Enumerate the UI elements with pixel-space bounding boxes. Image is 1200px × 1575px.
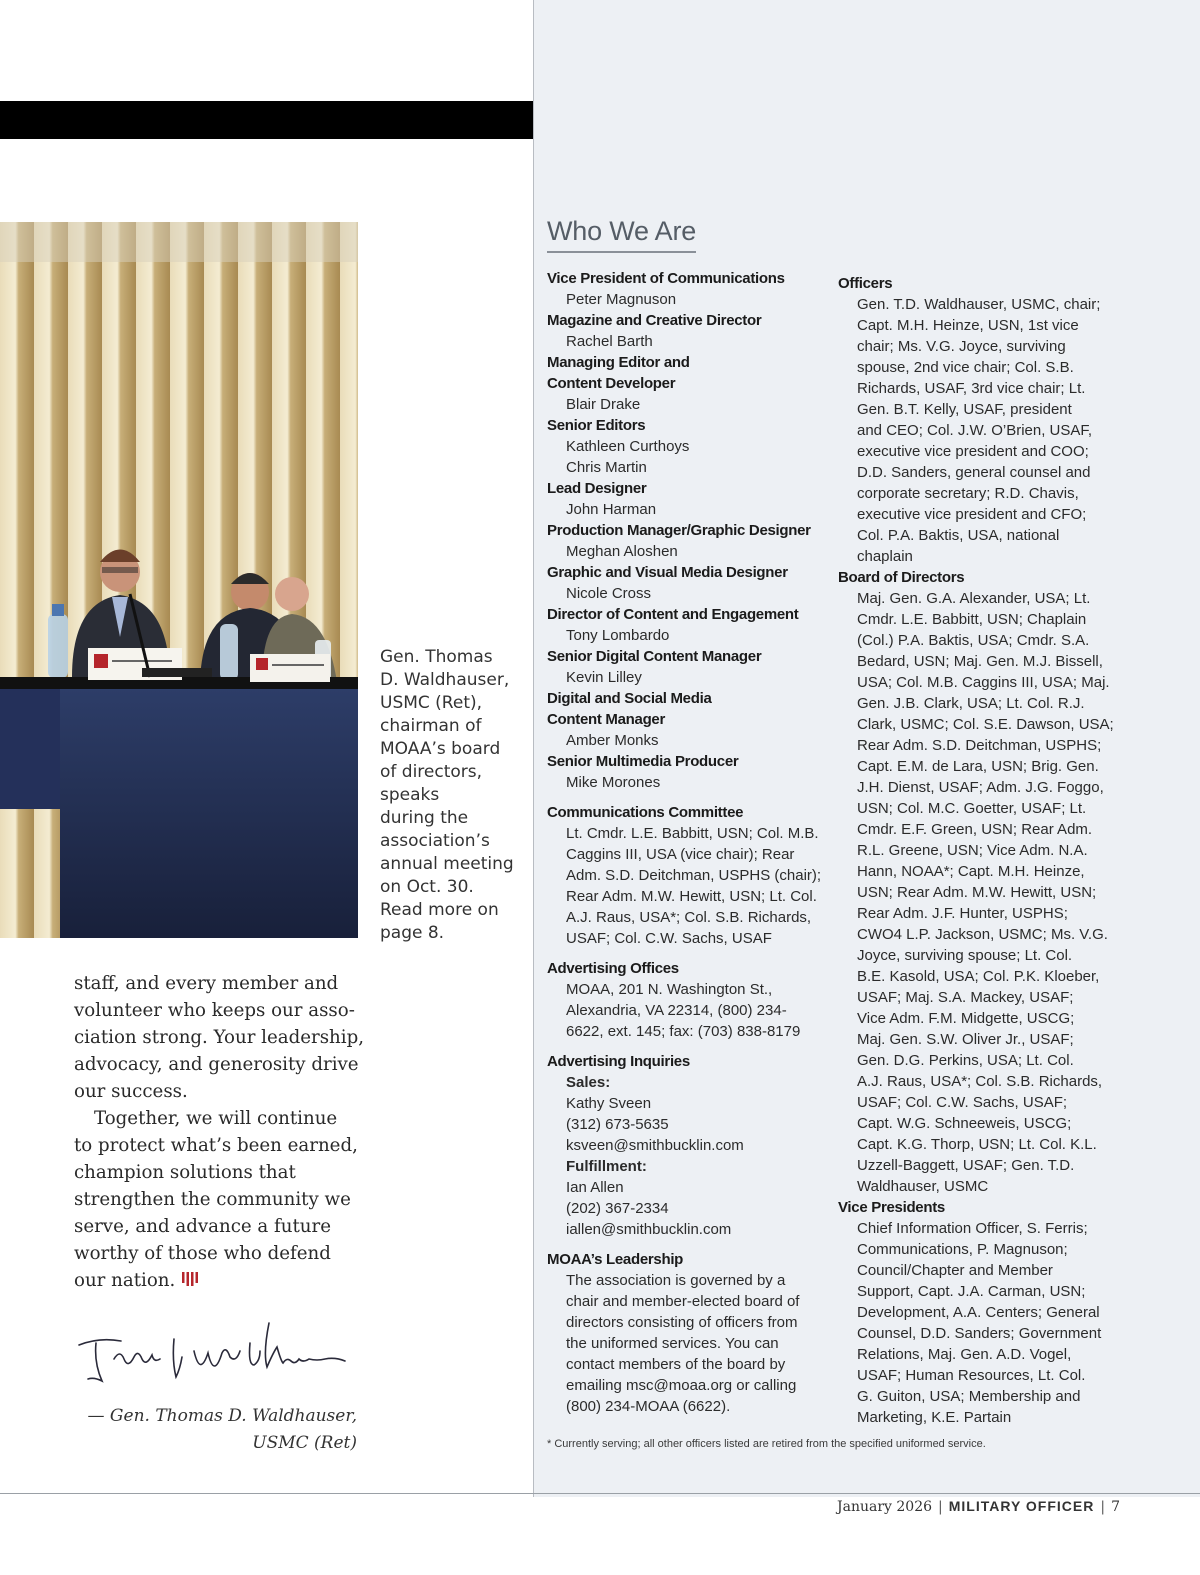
board-line: Capt. K.G. Thorp, USN; Lt. Col. K.L. <box>857 1136 1097 1153</box>
officers-line: chair; Ms. V.G. Joyce, surviving <box>857 338 1066 355</box>
caption-line: of directors, <box>380 762 483 782</box>
vps-line: Relations, Maj. Gen. A.D. Vogel, <box>857 1346 1072 1363</box>
board-line: Bedard, USN; Maj. Gen. M.J. Bissell, <box>857 653 1103 670</box>
ad-inquiries-heading: Advertising Inquiries <box>547 1053 690 1070</box>
leadership-line: emailing msc@moaa.org or calling <box>566 1377 797 1394</box>
caption-line: MOAA’s board <box>380 739 501 759</box>
caption-line: on Oct. 30. <box>380 877 474 897</box>
handwritten-signature <box>74 1315 374 1395</box>
board-line: Waldhauser, USMC <box>857 1178 989 1195</box>
vps-line: Marketing, K.E. Partain <box>857 1409 1012 1426</box>
caption-line: D. Waldhauser, <box>380 670 510 690</box>
signoff-rank: USMC (Ret) <box>252 1433 357 1453</box>
officers-line: D.D. Sanders, general counsel and <box>857 464 1091 481</box>
signoff-name: — Gen. Thomas D. Waldhauser, <box>87 1406 357 1426</box>
vps-line: USAF; Human Resources, Lt. Col. <box>857 1367 1086 1384</box>
sales-label: Sales: <box>566 1074 611 1091</box>
officers-line: executive vice president and COO; <box>857 443 1089 460</box>
role-heading: Production Manager/Graphic Designer <box>547 522 811 539</box>
role-heading: Senior Digital Content Manager <box>547 648 762 665</box>
caption-line: speaks <box>380 785 440 805</box>
ad-offices-line: MOAA, 201 N. Washington St., <box>566 981 773 998</box>
board-line: J.H. Dienst, USAF; Adm. J.G. Foggo, <box>857 779 1104 796</box>
staff-name: Meghan Aloshen <box>566 543 678 560</box>
board-line: Maj. Gen. G.A. Alexander, USA; Lt. <box>857 590 1091 607</box>
moaa-end-mark-icon <box>181 1269 199 1296</box>
board-line: Cmdr. L.E. Babbitt, USN; Chaplain <box>857 611 1087 628</box>
staff-name: Kevin Lilley <box>566 669 642 686</box>
board-line: (Col.) P.A. Baktis, USA; Cmdr. S.A. <box>857 632 1090 649</box>
letter-line: to protect what’s been earned, <box>74 1135 358 1156</box>
footnote: * Currently serving; all other officers listed are retired from the specified uniformed service. <box>547 1438 986 1450</box>
role-heading: Graphic and Visual Media Designer <box>547 564 788 581</box>
page-footer <box>837 1498 1120 1515</box>
staff-name: Nicole Cross <box>566 585 652 602</box>
caption-line: annual meeting <box>380 854 514 874</box>
caption-line: chairman of <box>380 716 482 736</box>
fulfillment-phone: (202) 367-2334 <box>566 1200 669 1217</box>
fulfillment-label: Fulfillment: <box>566 1158 647 1175</box>
board-line: USAF; Col. C.W. Sachs, USAF; <box>857 1094 1068 1111</box>
staff-name: Mike Morones <box>566 774 661 791</box>
letter-line: strengthen the community we <box>74 1189 351 1210</box>
letter-line: advocacy, and generosity drive <box>74 1054 359 1075</box>
board-line: USN; Col. M.C. Goetter, USAF; Lt. <box>857 800 1087 817</box>
vps-heading: Vice Presidents <box>838 1199 945 1216</box>
board-line: A.J. Raus, USA*; Col. S.B. Richards, <box>857 1073 1103 1090</box>
staff-name: Peter Magnuson <box>566 291 677 308</box>
letter-line: worthy of those who defend <box>74 1243 331 1264</box>
letter-line: Together, we will continue <box>94 1108 338 1129</box>
role-heading: Lead Designer <box>547 480 647 497</box>
vps-line: G. Guiton, USA; Membership and <box>857 1388 1081 1405</box>
caption-line: page 8. <box>380 923 445 943</box>
caption-line: USMC (Ret), <box>380 693 483 713</box>
sales-phone: (312) 673-5635 <box>566 1116 669 1133</box>
role-heading: Senior Multimedia Producer <box>547 753 739 770</box>
caption-line: during the <box>380 808 469 828</box>
page-number: 7 <box>1111 1499 1120 1515</box>
role-heading: Director of Content and Engagement <box>547 606 799 623</box>
role-heading: Vice President of Communications <box>547 270 785 287</box>
letter-line: staff, and every member and <box>74 973 339 994</box>
leadership-heading: MOAA’s Leadership <box>547 1251 684 1268</box>
leadership-line: directors consisting of officers from <box>566 1314 798 1331</box>
board-heading: Board of Directors <box>838 569 965 586</box>
section-title: Who We Are <box>547 216 696 253</box>
board-line: Capt. W.G. Schneeweis, USCG; <box>857 1115 1072 1132</box>
board-line: Uzzell-Baggett, USAF; Gen. T.D. <box>857 1157 1075 1174</box>
board-line: R.L. Greene, USN; Vice Adm. N.A. <box>857 842 1088 859</box>
board-line: USN; Rear Adm. M.W. Hewitt, USN; <box>857 884 1097 901</box>
committee-line: Rear Adm. M.W. Hewitt, USN; Lt. Col. <box>566 888 817 905</box>
role-heading: Magazine and Creative Director <box>547 312 762 329</box>
footer-separator: | <box>938 1499 943 1515</box>
officers-line: Gen. T.D. Waldhauser, USMC, chair; <box>857 296 1101 313</box>
officers-line: corporate secretary; R.D. Chavis, <box>857 485 1079 502</box>
officers-line: executive vice president and CFO; <box>857 506 1087 523</box>
letter-line: our success. <box>74 1081 188 1102</box>
sales-email-link[interactable]: ksveen@smithbucklin.com <box>566 1137 744 1154</box>
committee-heading: Communications Committee <box>547 804 744 821</box>
letter-line: volunteer who keeps our asso- <box>74 1000 355 1021</box>
role-heading: Content Manager <box>547 711 666 728</box>
board-line: Clark, USMC; Col. S.E. Dawson, USA; <box>857 716 1114 733</box>
officers-line: and CEO; Col. J.W. O’Brien, USAF, <box>857 422 1093 439</box>
leadership-line: The association is governed by a <box>566 1272 786 1289</box>
role-heading: Content Developer <box>547 375 676 392</box>
caption-line: Read more on <box>380 900 499 920</box>
masthead-column-right <box>838 273 1128 1428</box>
caption-line: Gen. Thomas <box>380 647 493 667</box>
staff-name: Rachel Barth <box>566 333 653 350</box>
officers-line: spouse, 2nd vice chair; Col. S.B. <box>857 359 1074 376</box>
header-black-bar <box>0 101 533 139</box>
vps-line: Chief Information Officer, S. Ferris; <box>857 1220 1088 1237</box>
leadership-line: (800) 234-MOAA (6622). <box>566 1398 731 1415</box>
staff-name: Blair Drake <box>566 396 641 413</box>
photo-caption <box>380 646 515 945</box>
staff-name: Tony Lombardo <box>566 627 670 644</box>
staff-name: Amber Monks <box>566 732 659 749</box>
letter-body <box>74 970 374 1296</box>
fulfillment-email-link[interactable]: iallen@smithbucklin.com <box>566 1221 732 1238</box>
board-line: Capt. E.M. de Lara, USN; Brig. Gen. <box>857 758 1099 775</box>
board-line: Cmdr. E.F. Green, USN; Rear Adm. <box>857 821 1093 838</box>
board-line: Gen. J.B. Clark, USA; Lt. Col. R.J. <box>857 695 1085 712</box>
ad-offices-heading: Advertising Offices <box>547 960 679 977</box>
issue-date: January 2026 <box>836 1499 933 1515</box>
officers-line: chaplain <box>857 548 913 565</box>
role-heading: Managing Editor and <box>547 354 690 371</box>
leadership-line: contact members of the board by <box>566 1356 786 1373</box>
letter-line: our nation. <box>74 1270 176 1291</box>
board-line: B.E. Kasold, USA; Col. P.K. Kloeber, <box>857 968 1100 985</box>
board-line: Joyce, surviving spouse; Lt. Col. <box>857 947 1073 964</box>
committee-line: USAF; Col. C.W. Sachs, USAF <box>566 930 772 947</box>
role-heading: Senior Editors <box>547 417 646 434</box>
sales-contact: Kathy Sveen <box>566 1095 652 1112</box>
letter-line: serve, and advance a future <box>74 1216 331 1237</box>
board-line: USA; Col. M.B. Caggins III, USA; Maj. <box>857 674 1110 691</box>
staff-name: Kathleen Curthoys <box>566 438 690 455</box>
officers-heading: Officers <box>838 275 893 292</box>
vps-line: Council/Chapter and Member <box>857 1262 1053 1279</box>
board-line: Hann, NOAA*; Capt. M.H. Heinze, <box>857 863 1085 880</box>
staff-name: Chris Martin <box>566 459 647 476</box>
footer-separator: | <box>1100 1499 1106 1515</box>
leadership-line: the uniformed services. You can <box>566 1335 779 1352</box>
officers-line: Col. P.A. Baktis, USA, national <box>857 527 1060 544</box>
letter-line: ciation strong. Your leadership, <box>74 1027 364 1048</box>
vps-line: Support, Capt. J.A. Carman, USN; <box>857 1283 1086 1300</box>
committee-line: Caggins III, USA (vice chair); Rear <box>566 846 795 863</box>
officers-line: Richards, USAF, 3rd vice chair; Lt. <box>857 380 1086 397</box>
signoff <box>88 1403 357 1457</box>
committee-line: Adm. S.D. Deitchman, USPHS (chair); <box>566 867 822 884</box>
ad-offices-line: 6622, ext. 145; fax: (703) 838-8179 <box>566 1023 801 1040</box>
fulfillment-contact: Ian Allen <box>566 1179 624 1196</box>
staff-name: John Harman <box>566 501 657 518</box>
caption-line: association’s <box>380 831 490 851</box>
publication-name: MILITARY OFFICER <box>948 1498 1095 1514</box>
board-line: Rear Adm. J.F. Hunter, USPHS; <box>857 905 1068 922</box>
leadership-line: chair and member-elected board of <box>566 1293 800 1310</box>
role-heading: Digital and Social Media <box>547 690 712 707</box>
officers-line: Gen. B.T. Kelly, USAF, president <box>857 401 1072 418</box>
vps-line: Communications, P. Magnuson; <box>857 1241 1068 1258</box>
committee-line: A.J. Raus, USA*; Col. S.B. Richards, <box>566 909 812 926</box>
board-line: Gen. D.G. Perkins, USA; Lt. Col. <box>857 1052 1074 1069</box>
masthead-column-left <box>547 268 837 1417</box>
board-line: Vice Adm. F.M. Midgette, USCG; <box>857 1010 1075 1027</box>
vps-line: Counsel, D.D. Sanders; Government <box>857 1325 1102 1342</box>
committee-line: Lt. Cmdr. L.E. Babbitt, USN; Col. M.B. <box>566 825 819 842</box>
meeting-photo <box>0 222 358 938</box>
board-line: Rear Adm. S.D. Deitchman, USPHS; <box>857 737 1102 754</box>
letter-line: champion solutions that <box>74 1162 296 1183</box>
vps-line: Development, A.A. Centers; General <box>857 1304 1100 1321</box>
board-line: USAF; Maj. S.A. Mackey, USAF; <box>857 989 1074 1006</box>
board-line: CWO4 L.P. Jackson, USMC; Ms. V.G. <box>857 926 1108 943</box>
board-line: Maj. Gen. S.W. Oliver Jr., USAF; <box>857 1031 1074 1048</box>
officers-line: Capt. M.H. Heinze, USN, 1st vice <box>857 317 1079 334</box>
footer-rule <box>0 1493 1200 1494</box>
ad-offices-line: Alexandria, VA 22314, (800) 234- <box>566 1002 787 1019</box>
